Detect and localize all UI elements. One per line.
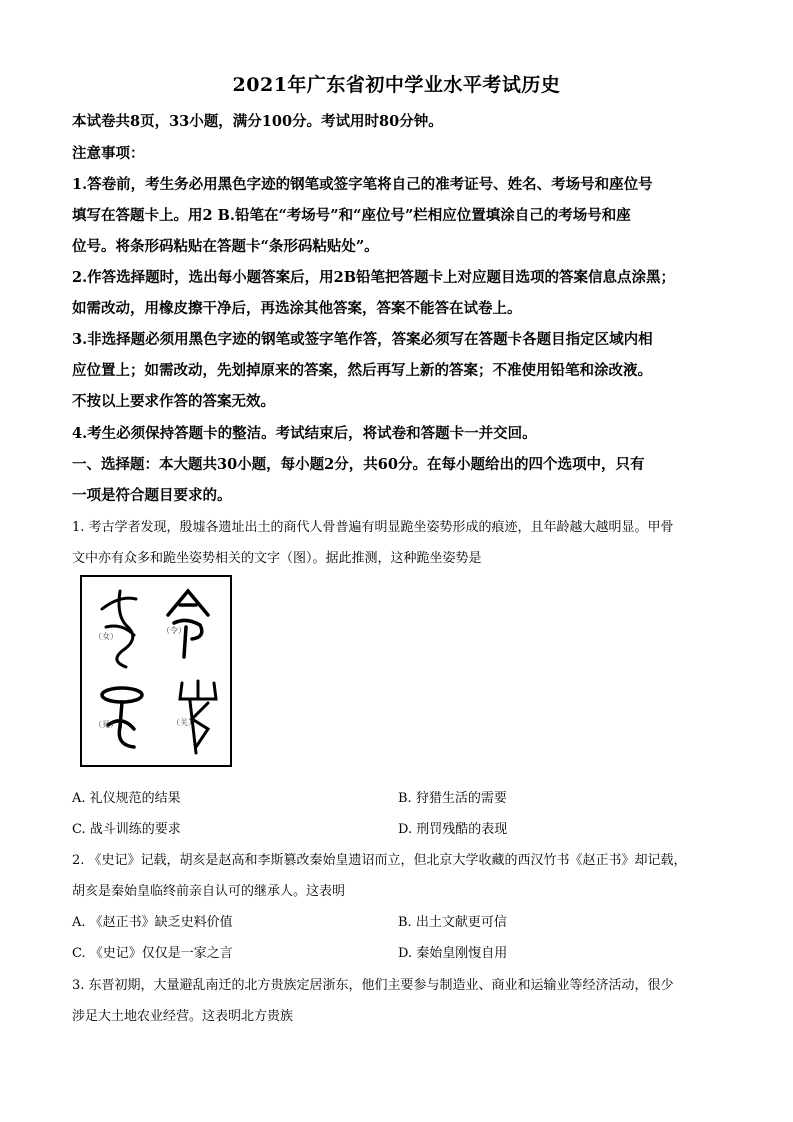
glyph-label: （見） [94,720,118,729]
question-2-stem: 胡亥是秦始皇临终前亲自认可的继承人。这表明 [72,884,346,899]
q2-option-b: B. 出土文献更可信 [398,915,507,930]
notice-line: 2.作答选择题时，选出每小题答案后，用2B铅笔把答题卡上对应题目选项的答案信息点涂黑； [72,269,675,286]
glyph-label: （女） [94,632,118,641]
question-2-stem: 2. 《史记》记载，胡亥是赵高和李斯篡改秦始皇遗诏而立，但北京大学收藏的西汉竹书《赵正书》却记载， [72,853,687,868]
notice-line: 应位置上；如需改动，先划掉原来的答案，然后再写上新的答案；不准使用铅笔和涂改液。 [72,362,652,379]
notice-line: 3.非选择题必须用黑色字迹的钢笔或签字笔作答，答案必须写在答题卡各题目指定区域内相 [72,331,653,348]
notice-line: 位号。将条形码粘贴在答题卡“条形码粘贴处”。 [72,238,379,255]
q2-option-a: A. 《赵正书》缺乏史料价值 [72,915,233,930]
exam-intro: 本试卷共8页，33小题，满分100分。考试用时80分钟。 [72,113,443,130]
glyph-ling [168,591,208,657]
q1-option-c: C. 战斗训练的要求 [72,822,181,837]
glyph-nv [102,591,136,667]
notice-heading: 注意事项： [72,145,145,162]
section-heading: 一项是符合题目要求的。 [72,487,232,504]
q1-option-d: D. 刑罚残酷的表现 [398,822,508,837]
notice-line: 不按以上要求作答的答案无效。 [72,393,275,410]
question-3-stem: 涉足大土地农业经营。这表明北方贵族 [72,1009,294,1024]
glyph-guan [180,681,216,753]
notice-line: 4.考生必须保持答题卡的整洁。考试结束后，将试卷和答题卡一并交回。 [72,425,537,442]
oracle-bone-glyphs [82,577,230,765]
glyph-label: （关） [172,718,196,727]
q2-option-d: D. 秦始皇刚愎自用 [398,946,508,961]
question-1-stem: 文中亦有众多和跪坐姿势相关的文字（图）。据此推测，这种跪坐姿势是 [72,551,482,566]
notice-line: 如需改动，用橡皮擦干净后，再选涂其他答案，答案不能答在试卷上。 [72,300,522,317]
page-title: 2021年广东省初中学业水平考试历史 [232,74,561,96]
glyph-label: （令） [162,626,186,635]
q1-option-a: A. 礼仪规范的结果 [72,791,181,806]
question-1-stem: 1. 考古学者发现，殷墟各遗址出土的商代人骨普遍有明显跪坐姿势形成的痕迹，且年龄越大越明显。甲骨 [72,520,674,535]
q1-option-b: B. 狩猎生活的需要 [398,791,507,806]
notice-line: 1.答卷前，考生务必用黑色字迹的钢笔或签字笔将自己的准考证号、姓名、考场号和座位号 [72,176,653,193]
section-heading: 一、选择题：本大题共30小题，每小题2分，共60分。在每小题给出的四个选项中，只有 [72,456,645,473]
question-3-stem: 3. 东晋初期，大量避乱南迁的北方贵族定居浙东，他们主要参与制造业、商业和运输业等经济活动，很少 [72,978,674,993]
notice-line: 填写在答题卡上。用2 B.铅笔在“考场号”和“座位号”栏相应位置填涂自己的考场号和座 [72,207,631,224]
glyph-jian [102,688,142,747]
q2-option-c: C. 《史记》仅仅是一家之言 [72,946,233,961]
oracle-bone-figure [80,575,232,767]
